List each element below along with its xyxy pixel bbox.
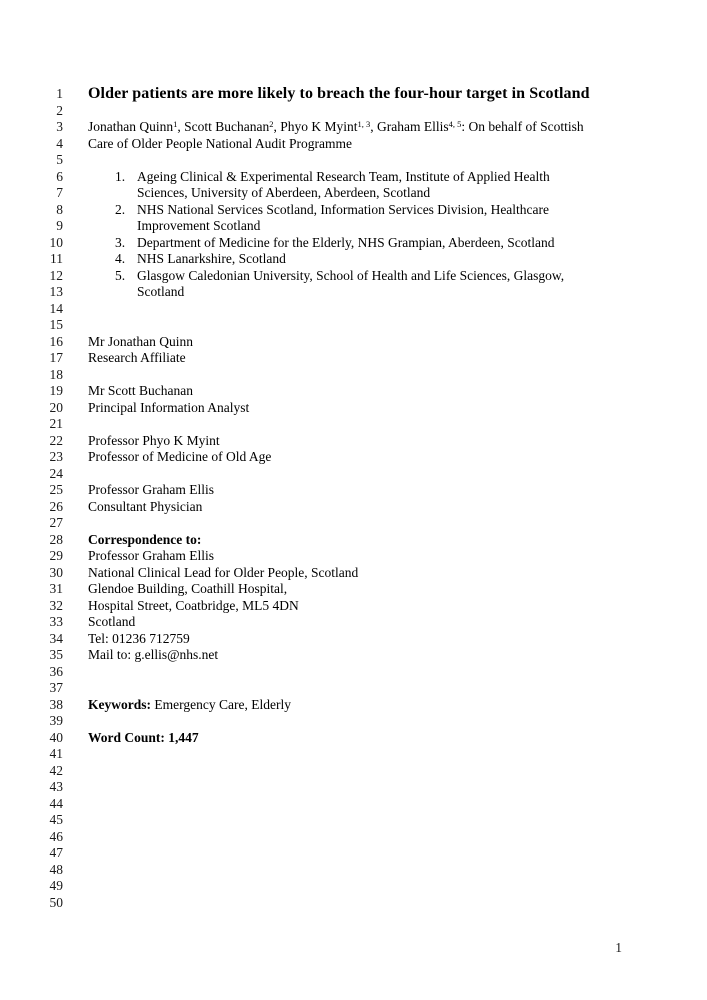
line-number: 21 bbox=[49, 416, 63, 431]
line-number: 44 bbox=[49, 795, 63, 811]
paper-title: Older patients are more likely to breach the four-hour target in Scotland bbox=[88, 85, 590, 102]
line-number: 22 bbox=[49, 432, 63, 448]
line-number-gutter bbox=[0, 86, 63, 911]
affiliation-number: 4. bbox=[115, 251, 126, 266]
line-number: 49 bbox=[49, 878, 63, 893]
blank-line bbox=[88, 680, 633, 697]
correspondence-email: Mail to: g.ellis@nhs.net bbox=[88, 647, 219, 662]
line-number: 26 bbox=[49, 498, 63, 514]
line-number: 38 bbox=[49, 696, 63, 712]
line-number: 28 bbox=[49, 531, 63, 547]
line-number: 18 bbox=[49, 366, 63, 382]
line-number: 41 bbox=[49, 746, 63, 761]
author-byline bbox=[88, 119, 633, 136]
affiliation-item bbox=[88, 235, 633, 252]
line-number: 19 bbox=[49, 383, 63, 398]
affiliation-continuation: Scotland bbox=[137, 284, 185, 299]
affiliation-continuation: Improvement Scotland bbox=[137, 218, 261, 233]
line-number: 12 bbox=[49, 267, 63, 283]
line-number: 14 bbox=[49, 300, 63, 316]
contact-name: Mr Jonathan Quinn bbox=[88, 333, 193, 349]
line-number: 2 bbox=[56, 102, 63, 118]
contact-name: Mr Scott Buchanan bbox=[88, 383, 193, 398]
affiliation-text: Glasgow Caledonian University, School of Health and Life Sciences, Glasgow, bbox=[137, 267, 565, 283]
contact-name: Professor Graham Ellis bbox=[88, 482, 214, 497]
affiliation-text: Department of Medicine for the Elderly, NHS Grampian, Aberdeen, Scotland bbox=[137, 234, 555, 250]
author-superscript: 1, 3 bbox=[357, 118, 371, 129]
author-byline-continuation: Care of Older People National Audit Programme bbox=[88, 135, 352, 151]
blank-line bbox=[88, 103, 633, 120]
word-count-line: Word Count: 1,447 bbox=[88, 729, 199, 745]
correspondence-line: Scotland bbox=[88, 614, 136, 629]
author-name: Scott Buchanan bbox=[184, 119, 270, 134]
line-number: 3 bbox=[56, 119, 63, 134]
line-number: 47 bbox=[49, 845, 63, 860]
affiliation-item bbox=[88, 251, 633, 268]
line-number: 36 bbox=[49, 663, 63, 679]
keywords-line bbox=[88, 697, 633, 714]
author-name: Phyo K Myint bbox=[280, 119, 358, 134]
line-number: 4 bbox=[56, 135, 63, 151]
affiliation-continuation: Sciences, University of Aberdeen, Aberdeen, Scotland bbox=[137, 185, 431, 200]
line-number: 23 bbox=[49, 449, 63, 464]
line-number: 43 bbox=[49, 779, 63, 794]
line-number: 6 bbox=[56, 168, 63, 184]
line-number: 7 bbox=[56, 185, 63, 200]
author-separator: , bbox=[273, 119, 281, 134]
line-number: 32 bbox=[49, 597, 63, 613]
affiliation-text: NHS National Services Scotland, Information Services Division, Healthcare bbox=[137, 201, 550, 217]
author-superscript: 1 bbox=[173, 118, 178, 129]
blank-line bbox=[88, 317, 633, 334]
byline-tail: : On behalf of Scottish bbox=[461, 119, 584, 134]
line-number: 42 bbox=[49, 762, 63, 778]
affiliation-item bbox=[88, 268, 633, 285]
affiliation-number: 1. bbox=[115, 168, 126, 184]
document-body bbox=[88, 86, 633, 746]
affiliation-item bbox=[88, 169, 633, 186]
line-number: 25 bbox=[49, 482, 63, 497]
author-name: Graham Ellis bbox=[377, 119, 449, 134]
correspondence-line: Glendoe Building, Coathill Hospital, bbox=[88, 581, 288, 596]
line-number: 39 bbox=[49, 713, 63, 728]
correspondence-line: Tel: 01236 712759 bbox=[88, 630, 190, 646]
blank-line bbox=[88, 416, 633, 433]
contact-role: Consultant Physician bbox=[88, 498, 203, 514]
line-number: 30 bbox=[49, 564, 63, 580]
blank-line bbox=[88, 515, 633, 532]
correspondence-line: Hospital Street, Coatbridge, ML5 4DN bbox=[88, 597, 299, 613]
blank-line bbox=[88, 713, 633, 730]
line-number: 16 bbox=[49, 333, 63, 349]
line-number: 27 bbox=[49, 515, 63, 530]
line-number: 35 bbox=[49, 647, 63, 662]
blank-line bbox=[88, 466, 633, 483]
affiliation-number: 5. bbox=[115, 267, 126, 283]
contact-name: Professor Phyo K Myint bbox=[88, 432, 220, 448]
author-superscript: 2 bbox=[269, 118, 274, 129]
line-number: 34 bbox=[49, 630, 63, 646]
contact-role: Professor of Medicine of Old Age bbox=[88, 449, 272, 464]
line-number: 15 bbox=[49, 317, 63, 332]
line-number: 24 bbox=[49, 465, 63, 481]
correspondence-line: National Clinical Lead for Older People, Scotland bbox=[88, 564, 359, 580]
line-number: 9 bbox=[56, 218, 63, 233]
keywords-label: Keywords: bbox=[88, 696, 151, 712]
keywords-value: Emergency Care, Elderly bbox=[151, 696, 291, 712]
line-number: 31 bbox=[49, 581, 63, 596]
author-separator: , bbox=[177, 119, 185, 134]
line-number: 40 bbox=[49, 729, 63, 745]
line-number: 5 bbox=[56, 152, 63, 167]
contact-role: Principal Information Analyst bbox=[88, 399, 250, 415]
blank-line bbox=[88, 367, 633, 384]
affiliation-number: 2. bbox=[115, 201, 126, 217]
affiliation-text: Ageing Clinical & Experimental Research Team, Institute of Applied Health bbox=[137, 168, 550, 184]
author-superscript: 4, 5 bbox=[448, 118, 462, 129]
line-number: 48 bbox=[49, 861, 63, 877]
blank-line bbox=[88, 301, 633, 318]
line-number: 45 bbox=[49, 812, 63, 827]
author-name: Jonathan Quinn bbox=[88, 119, 174, 134]
blank-line bbox=[88, 664, 633, 681]
author-separator: , bbox=[370, 119, 377, 134]
line-number: 37 bbox=[49, 680, 63, 695]
line-number: 29 bbox=[49, 548, 63, 563]
line-number: 20 bbox=[49, 399, 63, 415]
affiliation-number: 3. bbox=[115, 234, 126, 250]
line-number: 13 bbox=[49, 284, 63, 299]
contact-role: Research Affiliate bbox=[88, 350, 186, 365]
correspondence-line: Professor Graham Ellis bbox=[88, 548, 214, 563]
affiliation-item bbox=[88, 202, 633, 219]
line-number: 11 bbox=[50, 251, 63, 266]
line-number: 46 bbox=[49, 828, 63, 844]
line-number: 50 bbox=[49, 894, 63, 910]
line-number: 17 bbox=[49, 350, 63, 365]
line-number: 1 bbox=[56, 86, 63, 101]
line-number: 8 bbox=[56, 201, 63, 217]
affiliation-text: NHS Lanarkshire, Scotland bbox=[137, 251, 286, 266]
blank-line bbox=[88, 152, 633, 169]
line-number: 33 bbox=[49, 614, 63, 629]
page-number: 1 bbox=[615, 940, 622, 955]
correspondence-heading: Correspondence to: bbox=[88, 531, 202, 547]
line-number: 10 bbox=[49, 234, 63, 250]
